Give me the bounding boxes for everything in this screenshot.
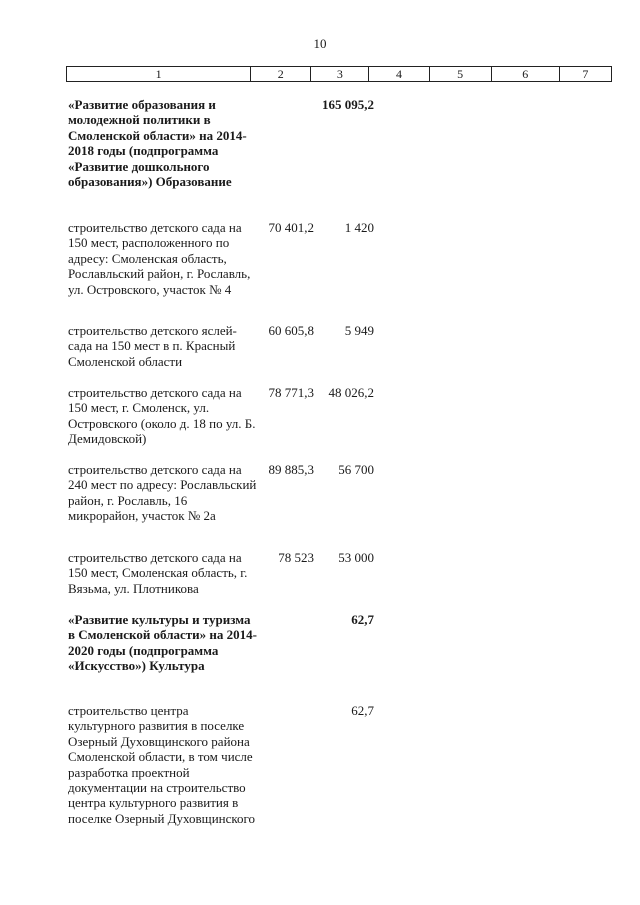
- column-header-5: 5: [429, 67, 491, 82]
- column-header-6: 6: [491, 67, 559, 82]
- project-name-ozerny: строительство центра культурного развития в поселке Озерный Духовщинского района Смоленской области, в том числе разработка проектной документации на строительство центра культурного развития в поселке Озерный Духовщинского: [68, 703, 256, 826]
- column-header-2: 2: [251, 67, 311, 82]
- project-name-roslavl-16: строительство детского сада на 240 мест по адресу: Рославльский район, г. Рославль, 16 микрорайон, участок № 2а: [68, 462, 257, 524]
- project-col3-krasny: 5 949: [344, 323, 374, 338]
- project-col2-roslavl-ostrovskogo: 70 401,2: [268, 220, 314, 235]
- project-name-smolensk: строительство детского сада на 150 мест, г. Смоленск, ул. Островского (около д. 18 по ул. Б. Демидовской): [68, 385, 256, 447]
- project-col2-vyazma: 78 523: [278, 550, 314, 565]
- column-header-3: 3: [311, 67, 369, 82]
- project-name-roslavl-ostrovskogo: строительство детского сада на 150 мест, расположенного по адресу: Смоленская область, Рославльский район, г. Рославль, ул. Островского, участок № 4: [68, 220, 251, 297]
- page-number: 10: [313, 36, 327, 51]
- project-col2-smolensk: 78 771,3: [268, 385, 314, 400]
- project-col2-roslavl-16: 89 885,3: [268, 462, 314, 477]
- project-col3-roslavl-ostrovskogo: 1 420: [344, 220, 374, 235]
- project-col3-ozerny: 62,7: [351, 703, 374, 718]
- column-header-table: [66, 66, 612, 82]
- program-total-culture: 62,7: [351, 612, 374, 627]
- project-col3-roslavl-16: 56 700: [338, 462, 374, 477]
- program-total-education: 165 095,2: [322, 97, 374, 112]
- column-header-1: 1: [67, 67, 251, 82]
- project-col3-vyazma: 53 000: [338, 550, 374, 565]
- program-name-culture: «Развитие культуры и туризма в Смоленской области» на 2014-2020 годы (подпрограмма «Искусство») Культура: [68, 612, 257, 674]
- project-name-krasny: строительство детского яслей-сада на 150 мест в п. Красный Смоленской области: [68, 323, 237, 369]
- column-header-7: 7: [559, 67, 611, 82]
- project-name-vyazma: строительство детского сада на 150 мест, Смоленская область, г. Вязьма, ул. Плотникова: [68, 550, 248, 596]
- column-header-4: 4: [369, 67, 429, 82]
- program-name-education: «Развитие образования и молодежной политики в Смоленской области» на 2014-2018 годы (подпрограмма «Развитие дошкольного образования») Образование: [68, 97, 247, 190]
- project-col2-krasny: 60 605,8: [268, 323, 314, 338]
- project-col3-smolensk: 48 026,2: [328, 385, 374, 400]
